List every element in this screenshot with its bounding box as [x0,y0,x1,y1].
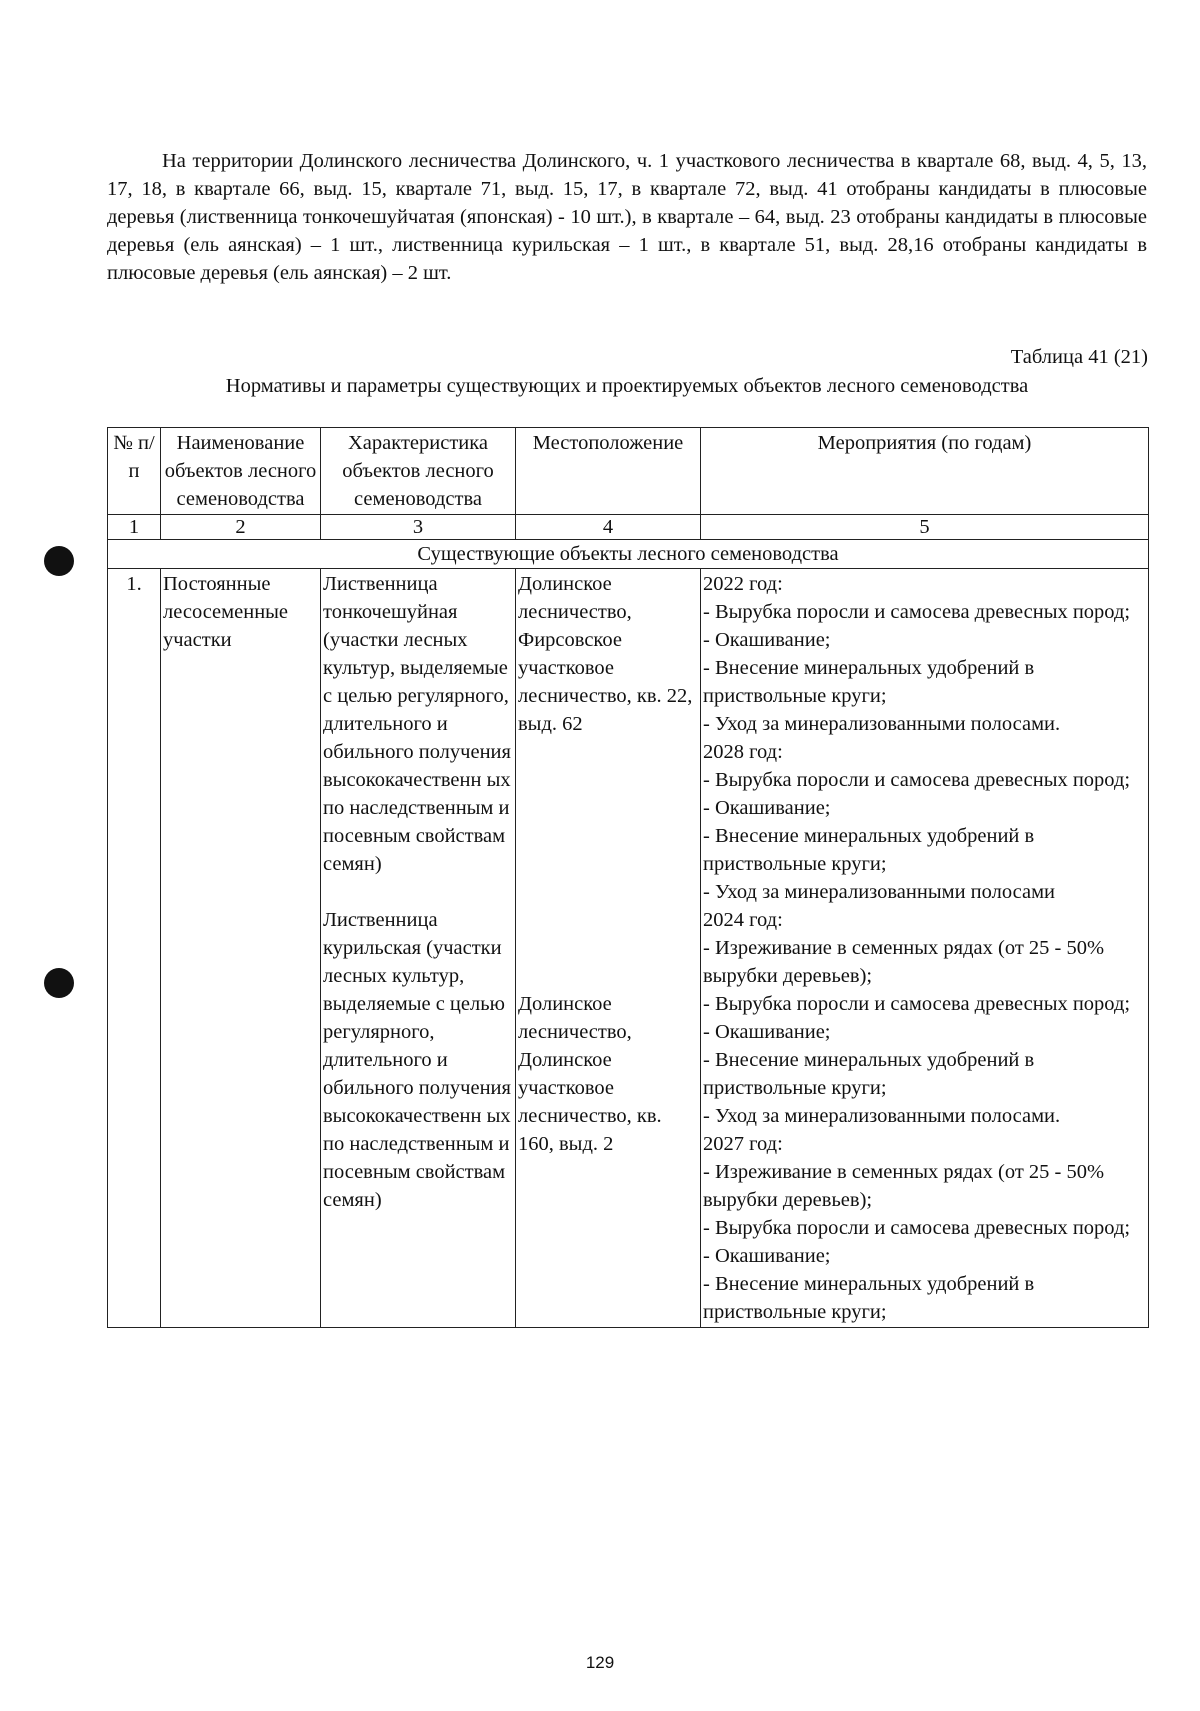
column-number: 5 [701,515,1149,540]
table-number: Таблица 41 (21) [1010,346,1148,368]
punch-hole-mark [44,546,74,576]
table-row [108,569,1149,1328]
row-measures [701,569,1149,1328]
header-object-name: Наименование объектов лесного семеноводства [161,428,321,515]
location-dolinskoe: Долинское лесничество, Долинское участковое лесничество, кв. 160, выд. 2 [518,993,662,1155]
seed-objects-table [107,427,1149,1328]
row-object-name: Постоянные лесосеменные участки [161,569,321,1328]
header-number: № п/п [108,428,161,515]
measures-2022-2028: 2022 год: - Вырубка поросли и самосева древесных пород; - Окашивание; - Внесение минеральных удобрений в приствольные круги; - Уход за минерализованными полосами. 2028 год: - Вырубка поросли и самосева древесных пород; - Окашивание; - Внесение минеральных удобрений в приствольные круги; - Уход за минерализованными полосами [703,573,1131,903]
measures-2024-2027: 2024 год: - Изреживание в семенных рядах (от 25 - 50% вырубки деревьев); - Вырубка поросли и самосева древесных пород; - Окашивание; - Внесение минеральных удобрений в приствольные круги; - Уход за минерализованными полосами. 2027 год: - Изреживание в семенных рядах (от 25 - 50% вырубки деревьев); - Вырубка поросли и самосева древесных пород; - Окашивание; - Внесение минеральных удобрений в приствольные круги; [703,909,1131,1323]
header-measures: Мероприятия (по годам) [701,428,1149,515]
header-location: Местоположение [516,428,701,515]
column-number: 1 [108,515,161,540]
column-number-row [108,515,1149,540]
section-title: Существующие объекты лесного семеноводства [108,540,1149,569]
row-location [516,569,701,1328]
page-number: 129 [585,1653,615,1672]
header-characteristic: Характеристика объектов лесного семеноводства [321,428,516,515]
characteristic-larch-kuril: Лиственница курильская (участки лесных культур, выделяемые с целью регулярного, длительного и обильного получения высококачественн ых по наследственным и посевным свойствам семян) [323,909,511,1211]
column-number: 3 [321,515,516,540]
column-number: 4 [516,515,701,540]
column-number: 2 [161,515,321,540]
punch-hole-mark [44,968,74,998]
table-title: Нормативы и параметры существующих и проектируемых объектов лесного семеноводства [225,375,1029,397]
row-number: 1. [108,569,161,1328]
intro-paragraph: На территории Долинского лесничества Долинского, ч. 1 участкового лесничества в квартале 68, выд. 4, 5, 13, 17, 18, в квартале 66, выд. 15, квартале 71, выд. 15, 17, в квартале 72, выд. 41 отобраны кандидаты в плюсовые деревья (лиственница тонкочешуйчатая (японская) - 10 шт.), в квартале – 64, выд. 23 отобраны кандидаты в плюсовые деревья (ель аянская) – 1 шт., лиственница курильская – 1 шт., в квартале 51, выд. 28,16 отобраны кандидаты в плюсовые деревья (ель аянская) – 2 шт. [107,150,1147,284]
section-row [108,540,1149,569]
characteristic-larch-fine-scale: Лиственница тонкочешуйная (участки лесных культур, выделяемые с целью регулярного, длительного и обильного получения высококачественн ых по наследственным и посевным свойствам семян) [323,573,511,875]
location-firsovskoe: Долинское лесничество, Фирсовское участковое лесничество, кв. 22, выд. 62 [518,573,693,735]
row-characteristic [321,569,516,1328]
table-header-row [108,428,1149,515]
